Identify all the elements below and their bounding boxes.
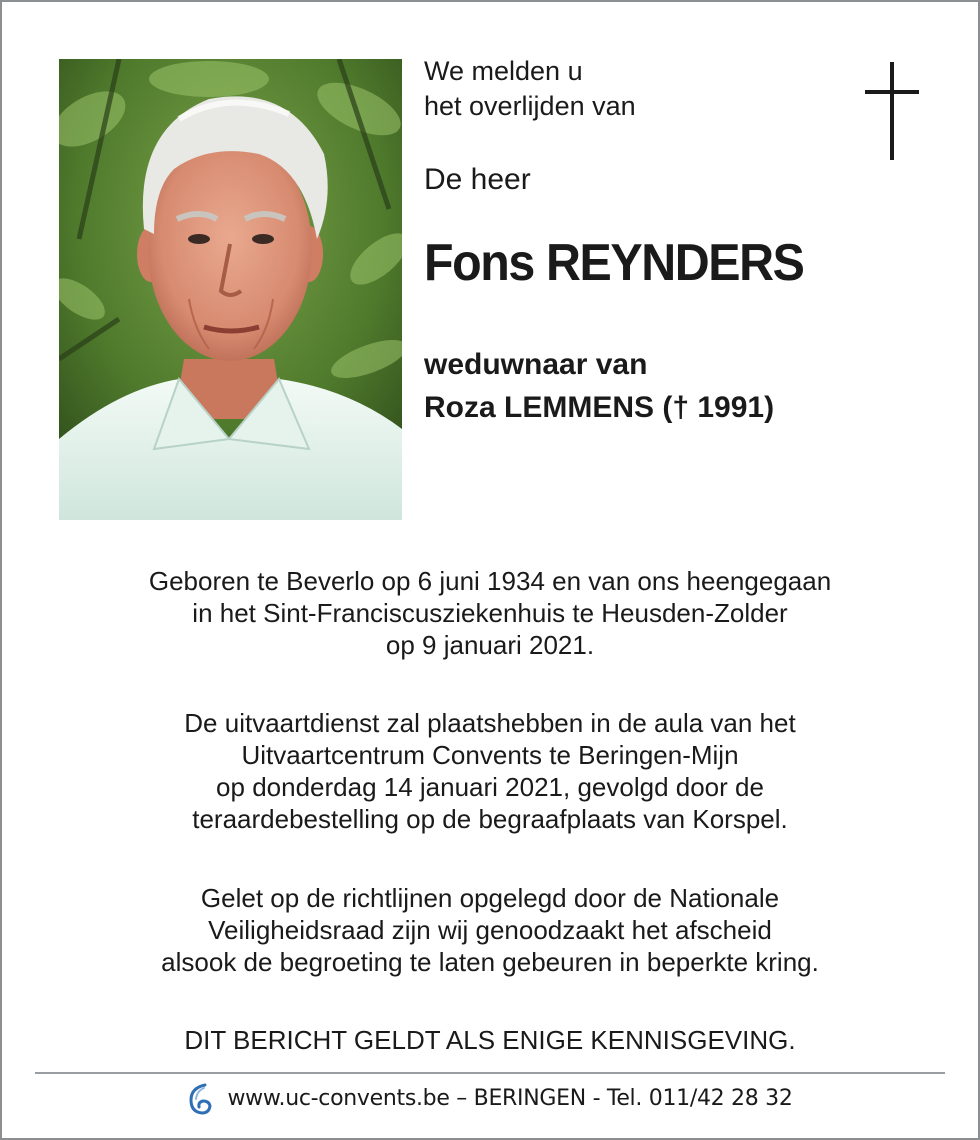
footer-divider [35,1072,945,1074]
deceased-name: Fons REYNDERS [424,234,804,292]
paragraph-line: Gelet op de richtlijnen opgelegd door de Nationale [200,883,780,913]
cross-icon [862,62,922,160]
paragraph-line: De uitvaartdienst zal plaatshebben in de aula van het [184,708,796,738]
intro-text [424,54,636,124]
paragraph-line: Veiligheidsraad zijn wij genoodzaakt het afscheid [208,915,772,945]
salutation: De heer [424,163,531,196]
notice-text: DIT BERICHT GELDT ALS ENIGE KENNISGEVING. [184,1025,796,1055]
restrictions-paragraph [0,882,980,978]
paragraph-line: teraardebestelling op de begraafplaats van Korspel. [192,804,788,834]
paragraph-line: Uitvaartcentrum Convents te Beringen-Mijn [241,740,739,770]
spouse-info [424,343,774,429]
footer-contact-text: www.uc-convents.be – BERINGEN - Tel. 011/42 28 32 [227,1086,793,1111]
portrait-photo [59,59,402,520]
paragraph-line: op 9 januari 2021. [385,630,595,660]
paragraph-line: in het Sint-Franciscusziekenhuis te Heusden-Zolder [192,598,788,628]
paragraph-line: alsook de begroeting te laten gebeuren in beperkte kring. [161,947,819,977]
intro-line-2: het overlijden van [424,91,636,121]
spouse-line-2: Roza LEMMENS († 1991) [424,391,775,424]
uc-convents-logo-icon [187,1082,213,1116]
birth-death-paragraph [0,565,980,661]
spouse-line-1: weduwnaar van [424,348,648,381]
paragraph-line: Geboren te Beverlo op 6 juni 1934 en van ons heengegaan [148,566,832,596]
intro-line-1: We melden u [424,56,583,86]
funeral-paragraph [0,707,980,835]
paragraph-line: op donderdag 14 januari 2021, gevolgd door de [216,772,764,802]
footer [0,1082,980,1116]
